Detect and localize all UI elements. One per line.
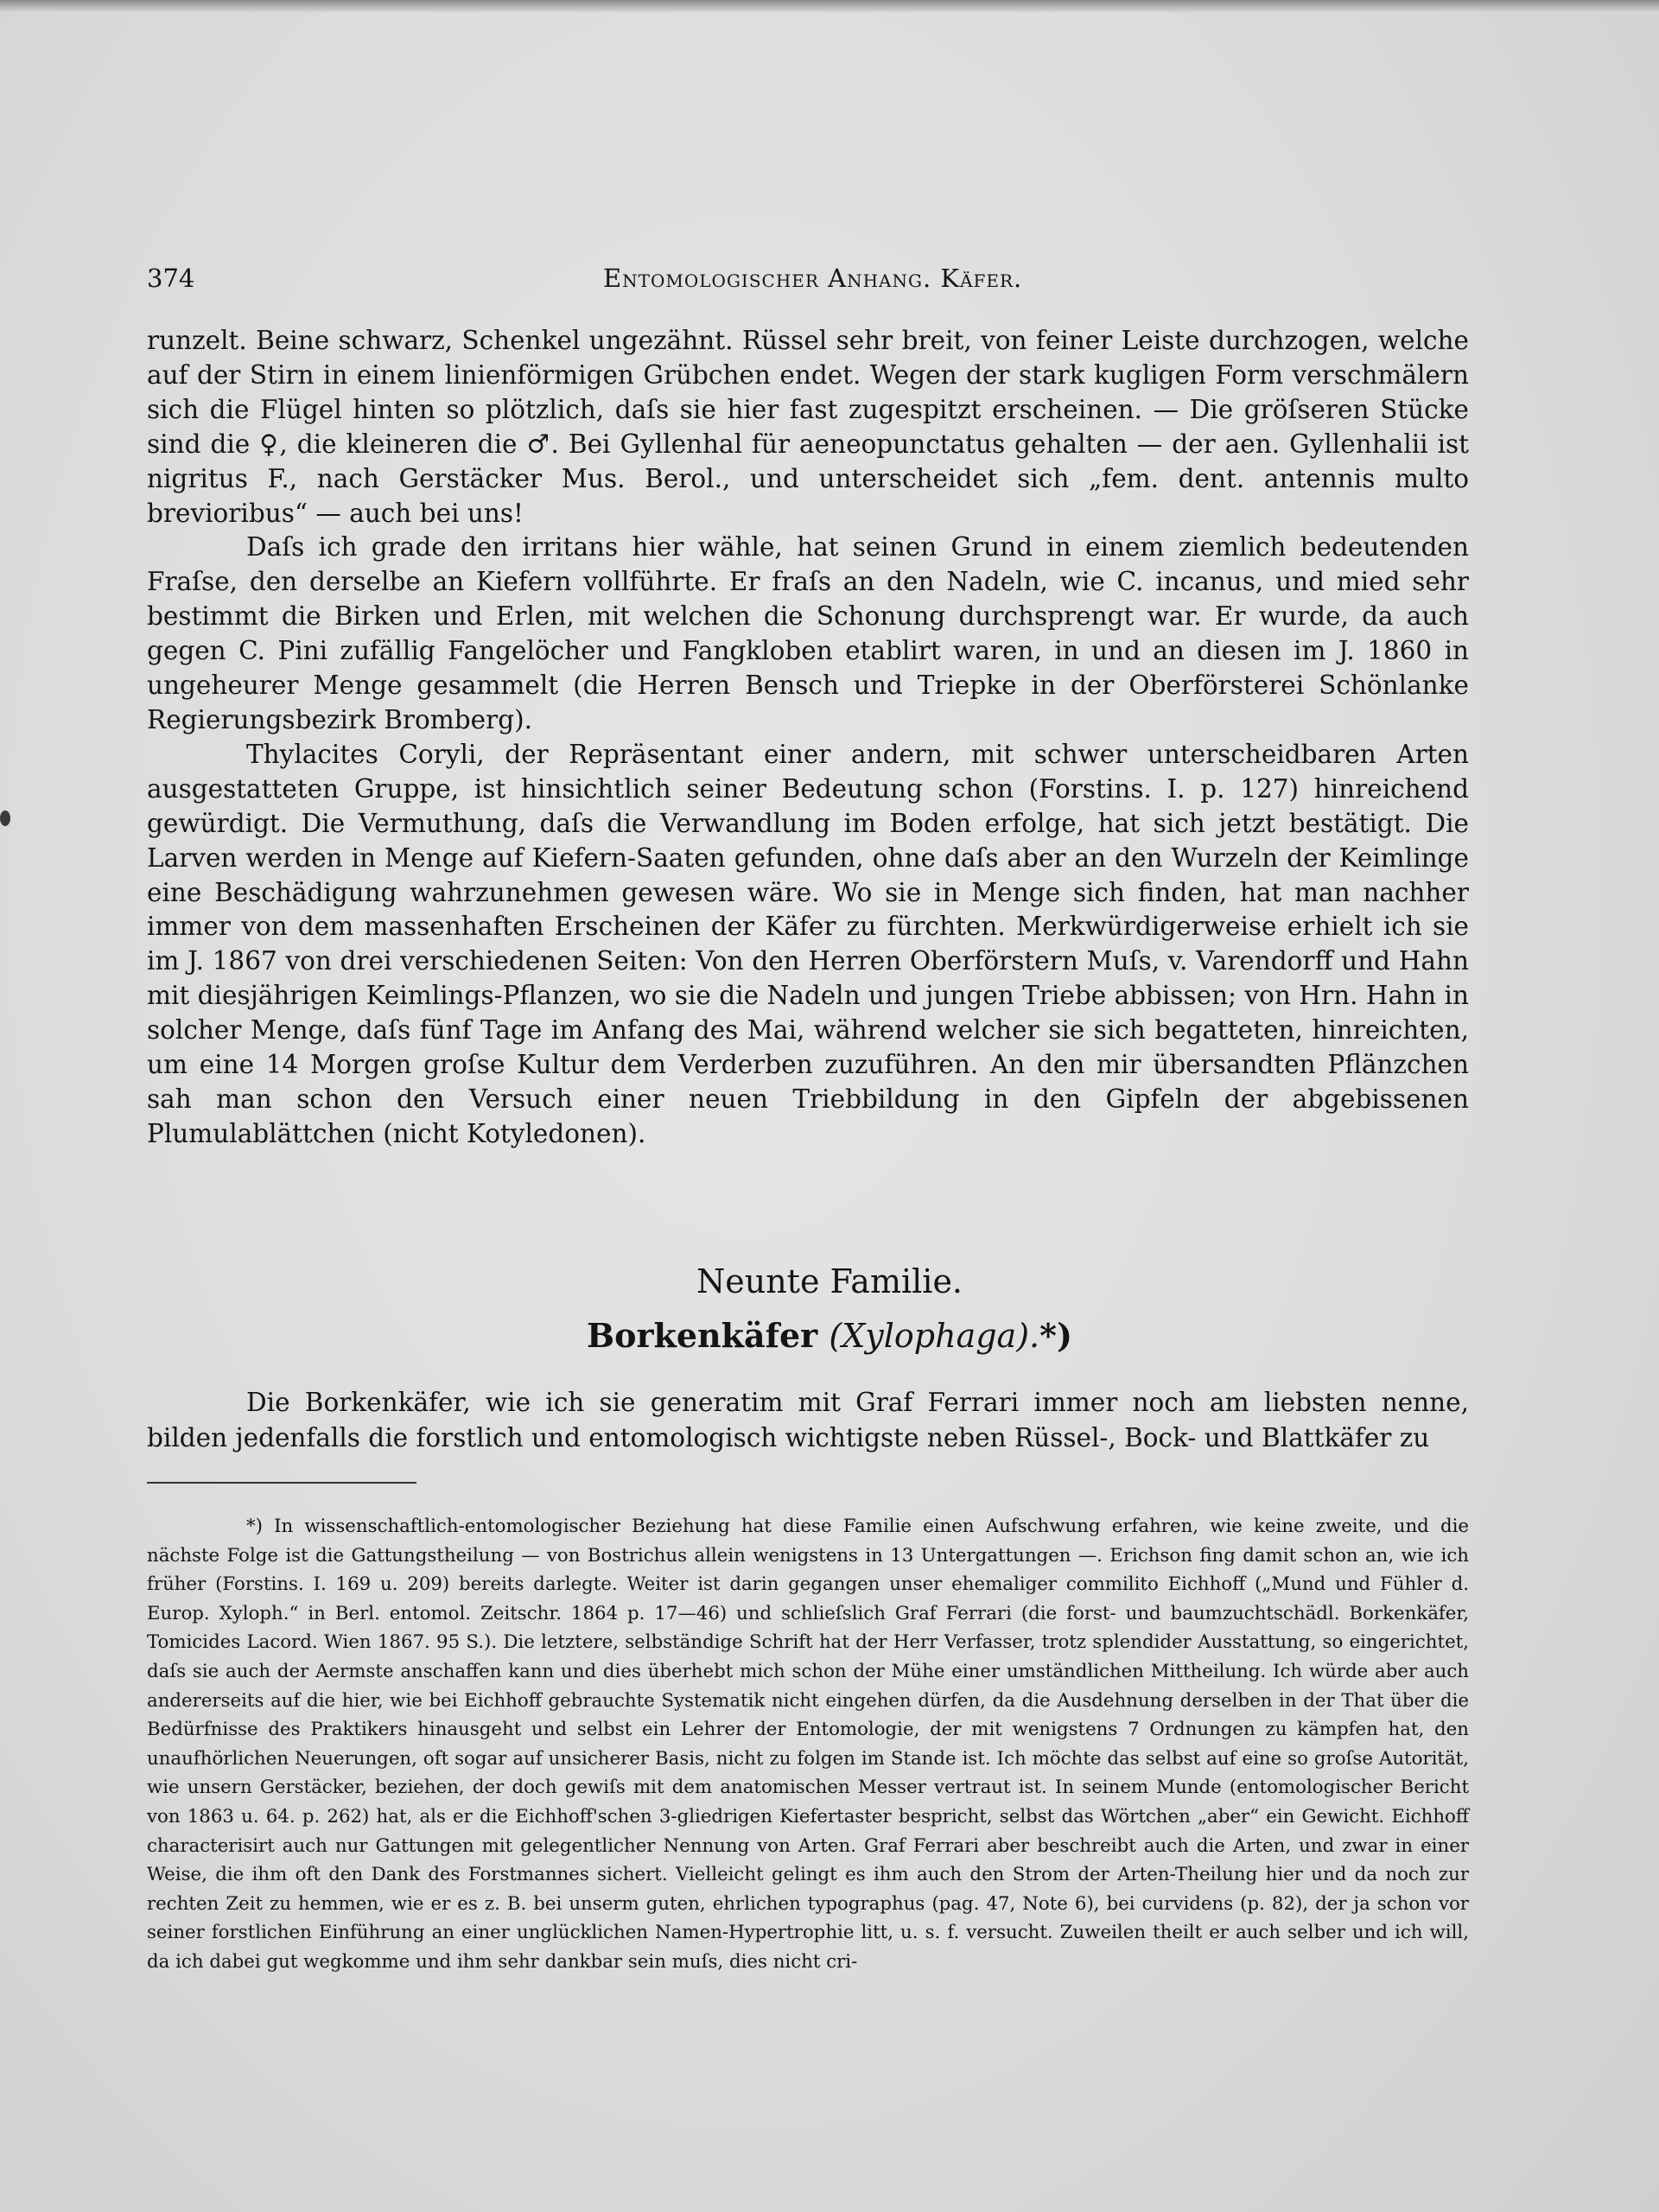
page-top-edge: [0, 0, 1659, 12]
section-intro: [147, 1385, 1469, 1455]
paragraph-irritans: Daſs ich grade den irritans hier wähle, hat seinen Grund in einem ziemlich bedeutenden Fraſse, den derselbe an Kiefern vollführte. Er fraſs an den Nadeln, wie C. incanus, und mied sehr bestimmt die Birken und Erlen, mit welchen die Schonung durchsprengt war. Er wurde, da auch gegen C. Pini zufällig Fangelöcher und Fangkloben etablirt waren, in und an diesen im J. 1860 in ungeheurer Menge gesammelt (die Herren Bensch und Triepke in der Oberförsterei Schönlanke Regierungsbezirk Bromberg).: [147, 532, 1469, 734]
section-title-german: Borkenkäfer: [587, 1316, 818, 1355]
paragraph-borkenkaefer: Die Borkenkäfer, wie ich sie generatim mit Graf Ferrari immer noch am liebsten nenne, bilden jedenfalls die forstlich und entomologisch wichtigste neben Rüssel-, Bock- und Blattkäfer zu: [147, 1388, 1469, 1452]
running-head: [147, 261, 1469, 296]
page-number: 374: [147, 264, 195, 293]
footnote: [147, 1512, 1469, 1977]
margin-ink-spot: [0, 810, 10, 826]
paragraph-thylacites: Thylacites Coryli, der Repräsentant einer andern, mit schwer unterscheidbaren Arten ausgestatteten Gruppe, ist hinsichtlich seiner Bedeutung schon (Forstins. I. p. 127) hinreichend gewürdigt. Die Vermuthung, daſs die Verwandlung im Boden erfolge, hat sich jetzt bestätigt. Die Larven werden in Menge auf Kiefern-Saaten gefunden, ohne daſs aber an den Wurzeln der Keimlinge eine Beschädigung wahrzunehmen gewesen wäre. Wo sie in Menge sich finden, hat man nachher immer von dem massenhaften Erscheinen der Käfer zu fürchten. Merkwürdigerweise erhielt ich sie im J. 1867 von drei verschiedenen Seiten: Von den Herren Oberförstern Muſs, v. Varendorff und Hahn mit diesjährigen Keimlings-Pflanzen, wo sie die Nadeln und jungen Triebe abbissen; von Hrn. Hahn in solcher Menge, daſs fünf Tage im Anfang des Mai, während welcher sie sich begatteten, hinreichten, um eine 14 Morgen groſse Kultur dem Verderben zuzuführen. An den mir übersandten Pflänzchen sah man schon den Versuch einer neuen Triebbildung in den Gipfeln der abgebissenen Plumulablättchen (nicht Kotyledonen).: [147, 739, 1469, 1148]
running-title: Entomologischer Anhang. Käfer.: [603, 264, 1023, 293]
footnote-divider: [147, 1482, 416, 1484]
paragraph-continuation: runzelt. Beine schwarz, Schenkel ungezähnt. Rüssel sehr breit, von feiner Leiste durchzogen, welche auf der Stirn in einem linienförmigen Grübchen endet. Wegen der stark kugligen Form verschmälern sich die Flügel hinten so plötzlich, daſs sie hier fast zugespitzt erscheinen. — Die gröſseren Stücke sind die ♀, die kleineren die ♂. Bei Gyllenhal für aeneopunctatus gehalten — der aen. Gyllenhalii ist nigritus F., nach Gerstäcker Mus. Berol., und unterscheidet sich „fem. dent. antennis multo brevioribus“ — auch bei uns!: [147, 326, 1469, 528]
section-title: [0, 1313, 1659, 1358]
footnote-text: *) In wissenschaftlich-entomologischer Beziehung hat diese Familie einen Aufschwung erfahren, wie keine zweite, und die nächste Folge ist die Gattungstheilung — von Bostrichus allein wenigstens in 13 Untergattungen —. Erichson fing damit schon an, wie ich früher (Forstins. I. 169 u. 209) bereits darlegte. Weiter ist darin gegangen unser ehemaliger commilito Eichhoff („Mund und Fühler d. Europ. Xyloph.“ in Berl. entomol. Zeitschr. 1864 p. 17—46) und schlieſslich Graf Ferrari (die forst- und baumzuchtschädl. Borkenkäfer, Tomicides Lacord. Wien 1867. 95 S.). Die letztere, selbständige Schrift hat der Herr Verfasser, trotz splendider Ausstattung, so eingerichtet, daſs sie auch der Aermste anschaffen kann und dies überhebt mich schon der Mühe einer umständlichen Mittheilung. Ich würde aber auch andererseits auf die hier, wie bei Eichhoff gebrauchte Systematik nicht eingehen dürfen, da die Ausdehnung derselben in der That über die Bedürfnisse des Praktikers hinausgeht und selbst ein Lehrer der Entomologie, der mit wenigstens 7 Ordnungen zu kämpfen hat, den unaufhörlichen Neuerungen, oft sogar auf unsicherer Basis, nicht zu folgen im Stande ist. Ich möchte das selbst auf eine so groſse Autorität, wie unsern Gerstäcker, beziehen, der doch gewiſs mit dem anatomischen Messer vertraut ist. In seinem Munde (entomologischer Bericht von 1863 u. 64. p. 262) hat, als er die Eichhoff'schen 3-gliedrigen Kiefertaster bespricht, selbst das Wörtchen „aber“ ein Gewicht. Eichhoff characterisirt auch nur Gattungen mit gelegentlicher Nennung von Arten. Graf Ferrari aber beschreibt auch die Arten, und zwar in einer Weise, die ihm oft den Dank des Forstmannes sichert. Vielleicht gelingt es ihm auch den Strom der Arten-Theilung hier und da noch zur rechten Zeit zu hemmen, wie er es z. B. bei unserm guten, ehrlichen typographus (pag. 47, Note 6), bei curvidens (p. 82), der ja schon vor seiner forstlichen Einführung an einer unglücklichen Namen-Hypertrophie litt, u. s. f. versucht. Zuweilen theilt er auch selber und ich will, da ich dabei gut wegkomme und ihm sehr dankbar sein muſs, dies nicht cri-: [147, 1516, 1469, 1973]
section-title-latin: (Xylophaga).: [829, 1317, 1040, 1355]
main-text: [147, 324, 1469, 1152]
family-heading: Neunte Familie.: [696, 1262, 963, 1300]
footnote-marker: *): [1039, 1316, 1072, 1355]
